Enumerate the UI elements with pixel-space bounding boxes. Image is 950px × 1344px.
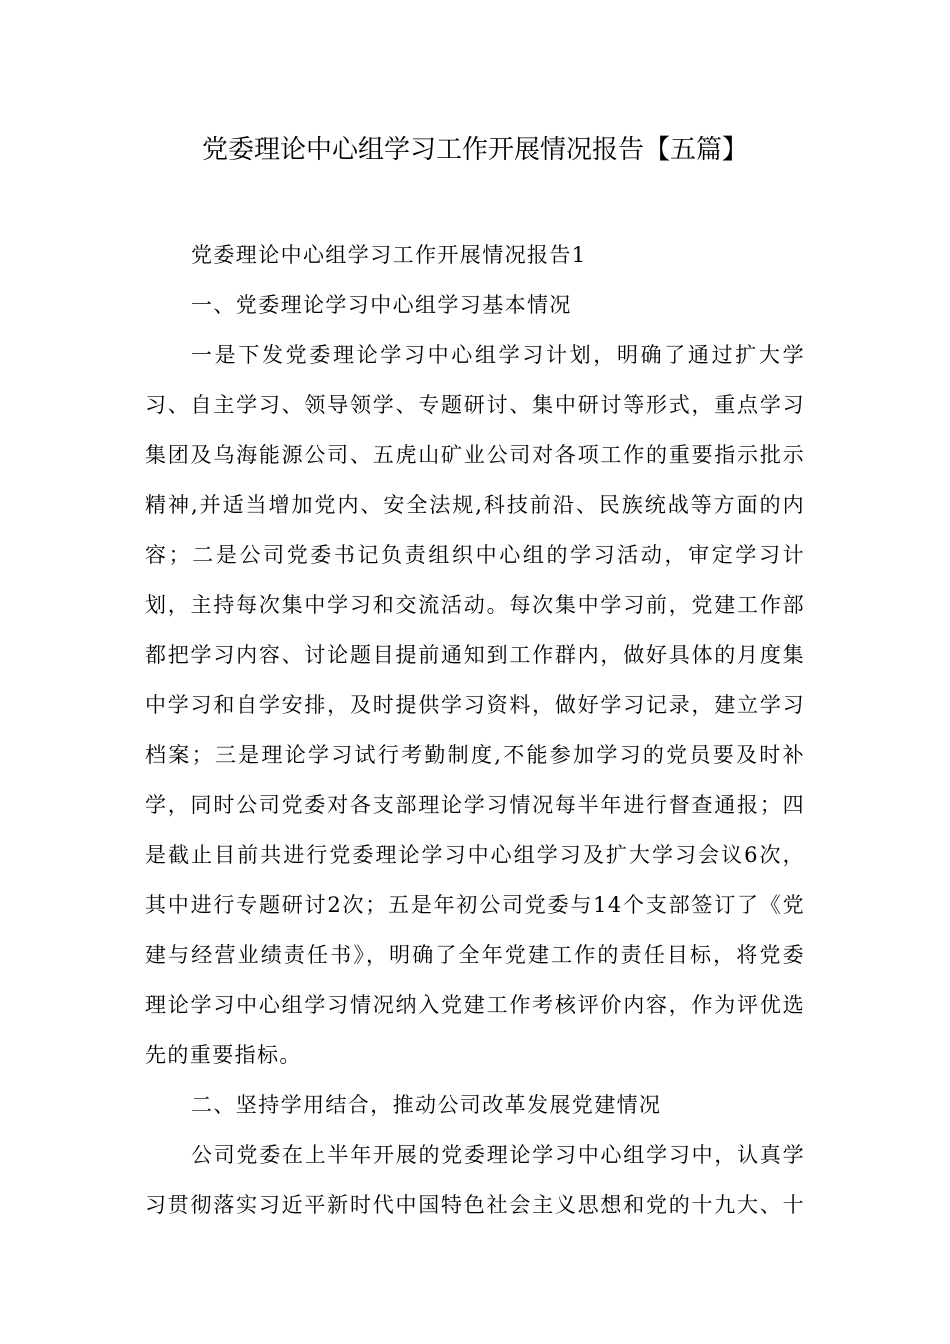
paragraph-line: 习、自主学习、领导领学、专题研讨、集中研讨等形式，重点学习 bbox=[145, 393, 805, 417]
paragraph-line: 都把学习内容、讨论题目提前通知到工作群内，做好具体的月度集 bbox=[145, 643, 805, 667]
heading-basic-situation: 一、党委理论学习中心组学习基本情况 bbox=[191, 293, 572, 317]
paragraph-basic-situation bbox=[145, 330, 805, 1080]
paragraph-line: 建与经营业绩责任书》，明确了全年党建工作的责任目标，将党委 bbox=[145, 943, 805, 967]
document-title: 党委理论中心组学习工作开展情况报告【五篇】 bbox=[201, 135, 748, 165]
paragraph-line: 习贯彻落实习近平新时代中国特色社会主义思想和党的十九大、十 bbox=[145, 1193, 805, 1217]
paragraph-line: 其中进行专题研讨2次；五是年初公司党委与14个支部签订了《党 bbox=[145, 893, 805, 917]
paragraph-line: 理论学习中心组学习情况纳入党建工作考核评价内容，作为评优选 bbox=[145, 993, 805, 1017]
section-title: 党委理论中心组学习工作开展情况报告1 bbox=[191, 243, 587, 267]
heading-study-application: 二、坚持学用结合，推动公司改革发展党建情况 bbox=[191, 1093, 662, 1117]
paragraph-line: 中学习和自学安排，及时提供学习资料，做好学习记录，建立学习 bbox=[145, 693, 805, 717]
paragraph-line: 一是下发党委理论学习中心组学习计划，明确了通过扩大学 bbox=[191, 343, 805, 367]
document-body bbox=[145, 230, 805, 1230]
paragraph-line: 集团及乌海能源公司、五虎山矿业公司对各项工作的重要指示批示 bbox=[145, 443, 805, 467]
paragraph-line: 学，同时公司党委对各支部理论学习情况每半年进行督查通报；四 bbox=[145, 793, 805, 817]
paragraph-line: 公司党委在上半年开展的党委理论学习中心组学习中，认真学 bbox=[191, 1143, 805, 1167]
paragraph-line: 档案；三是理论学习试行考勤制度,不能参加学习的党员要及时补 bbox=[145, 743, 805, 767]
paragraph-line: 先的重要指标。 bbox=[145, 1043, 302, 1067]
paragraph-line: 是截止目前共进行党委理论学习中心组学习及扩大学习会议6次， bbox=[145, 843, 805, 867]
paragraph-study-application bbox=[145, 1130, 805, 1230]
paragraph-line: 精神,并适当增加党内、安全法规,科技前沿、民族统战等方面的内 bbox=[145, 493, 805, 517]
paragraph-line: 容；二是公司党委书记负责组织中心组的学习活动，审定学习计 bbox=[145, 543, 805, 567]
paragraph-line: 划，主持每次集中学习和交流活动。每次集中学习前，党建工作部 bbox=[145, 593, 805, 617]
